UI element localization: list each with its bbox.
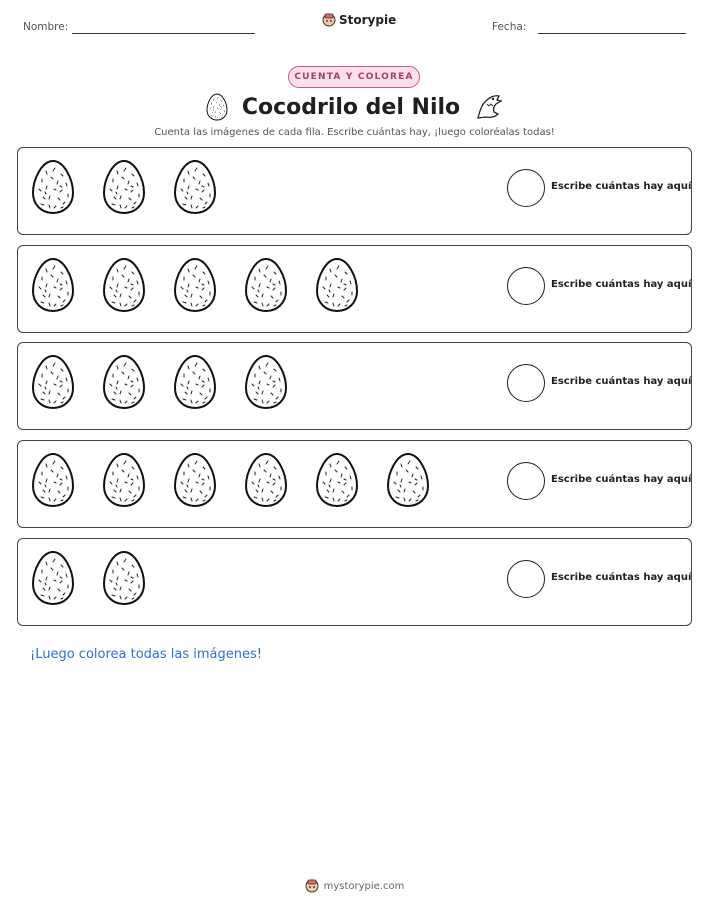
answer-circle[interactable] [507,560,545,598]
answer-circle[interactable] [507,462,545,500]
egg-icon [102,354,146,410]
brand-name: Storypie [339,13,397,27]
answer-label: Escribe cuántas hay aquí [551,376,692,387]
egg-icon [102,159,146,215]
egg-group [31,159,217,219]
category-badge: CUENTA Y COLOREA [288,66,420,88]
egg-icon [173,257,217,313]
egg-icon [173,452,217,508]
count-row-5 [17,538,692,626]
egg-icon [315,452,359,508]
egg-group [31,550,146,610]
instructions: Cuenta las imágenes de cada fila. Escribe cuántas hay, ¡luego coloréalas todas! [154,127,555,138]
egg-icon [244,354,288,410]
egg-group [31,257,359,317]
egg-icon [31,354,75,410]
date-label: Fecha: [492,21,527,33]
answer-circle[interactable] [507,364,545,402]
brand-logo [322,13,396,27]
date-line [538,33,686,34]
egg-icon [31,452,75,508]
count-row-1 [17,147,692,235]
egg-icon [244,257,288,313]
site-footer [0,879,709,893]
name-label: Nombre: [23,21,69,33]
egg-icon [244,452,288,508]
egg-icon [31,550,75,606]
answer-circle[interactable] [507,267,545,305]
answer-label: Escribe cuántas hay aquí [551,572,692,583]
egg-icon [102,550,146,606]
egg-icon [31,159,75,215]
egg-icon [173,354,217,410]
egg-group [31,452,430,512]
count-row-3 [17,342,692,430]
answer-label: Escribe cuántas hay aquí [551,181,692,192]
page-title [200,92,510,122]
count-row-2 [17,245,692,333]
egg-icon [315,257,359,313]
answer-label: Escribe cuántas hay aquí [551,474,692,485]
answer-circle[interactable] [507,169,545,207]
egg-icon [206,93,228,121]
title-text: Cocodrilo del Nilo [241,94,461,120]
egg-icon [173,159,217,215]
storypie-mascot-icon [305,879,319,893]
crocodile-icon [474,92,504,122]
answer-label: Escribe cuántas hay aquí [551,279,692,290]
footer-note: ¡Luego colorea todas las imágenes! [30,647,262,662]
name-line [72,33,255,34]
egg-icon [102,452,146,508]
storypie-mascot-icon [322,13,336,27]
egg-icon [102,257,146,313]
egg-icon [386,452,430,508]
egg-group [31,354,288,414]
egg-icon [31,257,75,313]
site-url: mystorypie.com [323,880,405,892]
count-row-4 [17,440,692,528]
